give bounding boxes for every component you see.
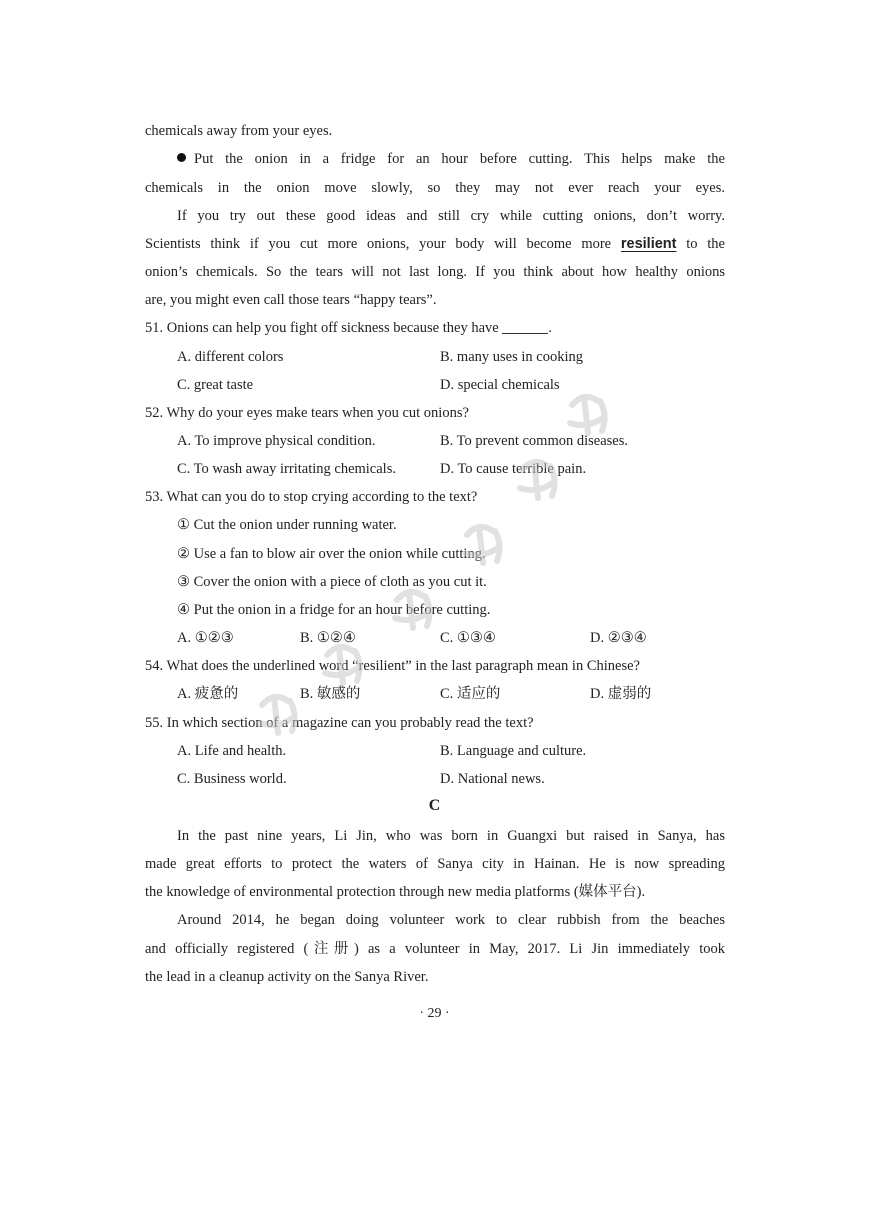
q55-option-d: D. National news.: [440, 771, 545, 787]
text-span: Scientists think if you cut more onions, your body will become more: [145, 236, 621, 252]
text-line: onion’s chemicals. So the tears will not last long. If you think about how healthy onions: [145, 264, 725, 280]
q51-option-d: D. special chemicals: [440, 377, 560, 393]
q54-option-a: A. 疲惫的: [177, 686, 239, 702]
question-54-stem: 54. What does the underlined word “resilient” in the last paragraph mean in Chinese?: [145, 658, 640, 674]
text-line: made great efforts to protect the waters of Sanya city in Hainan. He is now spreading: [145, 856, 725, 872]
question-51-stem: [145, 319, 725, 337]
text-line: Around 2014, he began doing volunteer work to clear rubbish from the beaches: [177, 912, 725, 928]
section-heading: C: [428, 797, 441, 814]
bullet-icon: [177, 153, 186, 162]
question-55-stem: 55. In which section of a magazine can you probably read the text?: [145, 715, 534, 731]
q53-option-a: A. ①②③: [177, 630, 234, 646]
q52-option-a: A. To improve physical condition.: [177, 433, 376, 449]
text-span: 51. Onions can help you fight off sickness because they have: [145, 320, 503, 336]
q52-option-c: C. To wash away irritating chemicals.: [177, 461, 396, 477]
q51-option-b: B. many uses in cooking: [440, 349, 583, 365]
text-line: If you try out these good ideas and still cry while cutting onions, don’t worry.: [177, 208, 725, 224]
q53-statement-3: ③ Cover the onion with a piece of cloth as you cut it.: [177, 574, 487, 590]
text-line: the knowledge of environmental protection through new media platforms (媒体平台).: [145, 884, 646, 900]
question-52-stem: 52. Why do your eyes make tears when you cut onions?: [145, 405, 469, 421]
q54-option-d: D. 虚弱的: [590, 686, 652, 702]
text-span: to the: [676, 236, 725, 252]
q53-statement-4: ④ Put the onion in a fridge for an hour before cutting.: [177, 602, 491, 618]
text-line: chemicals in the onion move slowly, so they may not ever reach your eyes.: [145, 180, 725, 196]
q52-option-d: D. To cause terrible pain.: [440, 461, 587, 477]
page-number: · 29 ·: [419, 1006, 450, 1021]
bullet-line: [177, 150, 725, 168]
q52-option-b: B. To prevent common diseases.: [440, 433, 628, 449]
text-line: are, you might even call those tears “happy tears”.: [145, 292, 437, 308]
q53-option-b: B. ①②④: [300, 630, 356, 646]
q55-option-c: C. Business world.: [177, 771, 287, 787]
answer-blank: [502, 319, 548, 334]
q55-option-a: A. Life and health.: [177, 743, 287, 759]
text-span: .: [548, 320, 552, 336]
q54-option-b: B. 敏感的: [300, 686, 361, 702]
underlined-word: resilient: [620, 236, 677, 252]
text-line: the lead in a cleanup activity on the Sanya River.: [145, 969, 429, 985]
text-line: chemicals away from your eyes.: [145, 123, 333, 139]
q53-statement-1: ① Cut the onion under running water.: [177, 517, 397, 533]
text-line: In the past nine years, Li Jin, who was born in Guangxi but raised in Sanya, has: [177, 828, 725, 844]
q53-option-d: D. ②③④: [590, 630, 647, 646]
text-line: and officially registered (注册) as a volunteer in May, 2017. Li Jin immediately took: [145, 941, 725, 957]
question-53-stem: 53. What can you do to stop crying according to the text?: [145, 489, 478, 505]
q53-statement-2: ② Use a fan to blow air over the onion while cutting.: [177, 546, 486, 562]
q53-option-c: C. ①③④: [440, 630, 496, 646]
q51-option-a: A. different colors: [177, 349, 284, 365]
q54-option-c: C. 适应的: [440, 686, 501, 702]
text-line: [145, 235, 725, 253]
q51-option-c: C. great taste: [177, 377, 254, 393]
q55-option-b: B. Language and culture.: [440, 743, 587, 759]
text-span: Put the onion in a fridge for an hour before cutting. This helps make the: [194, 151, 725, 167]
